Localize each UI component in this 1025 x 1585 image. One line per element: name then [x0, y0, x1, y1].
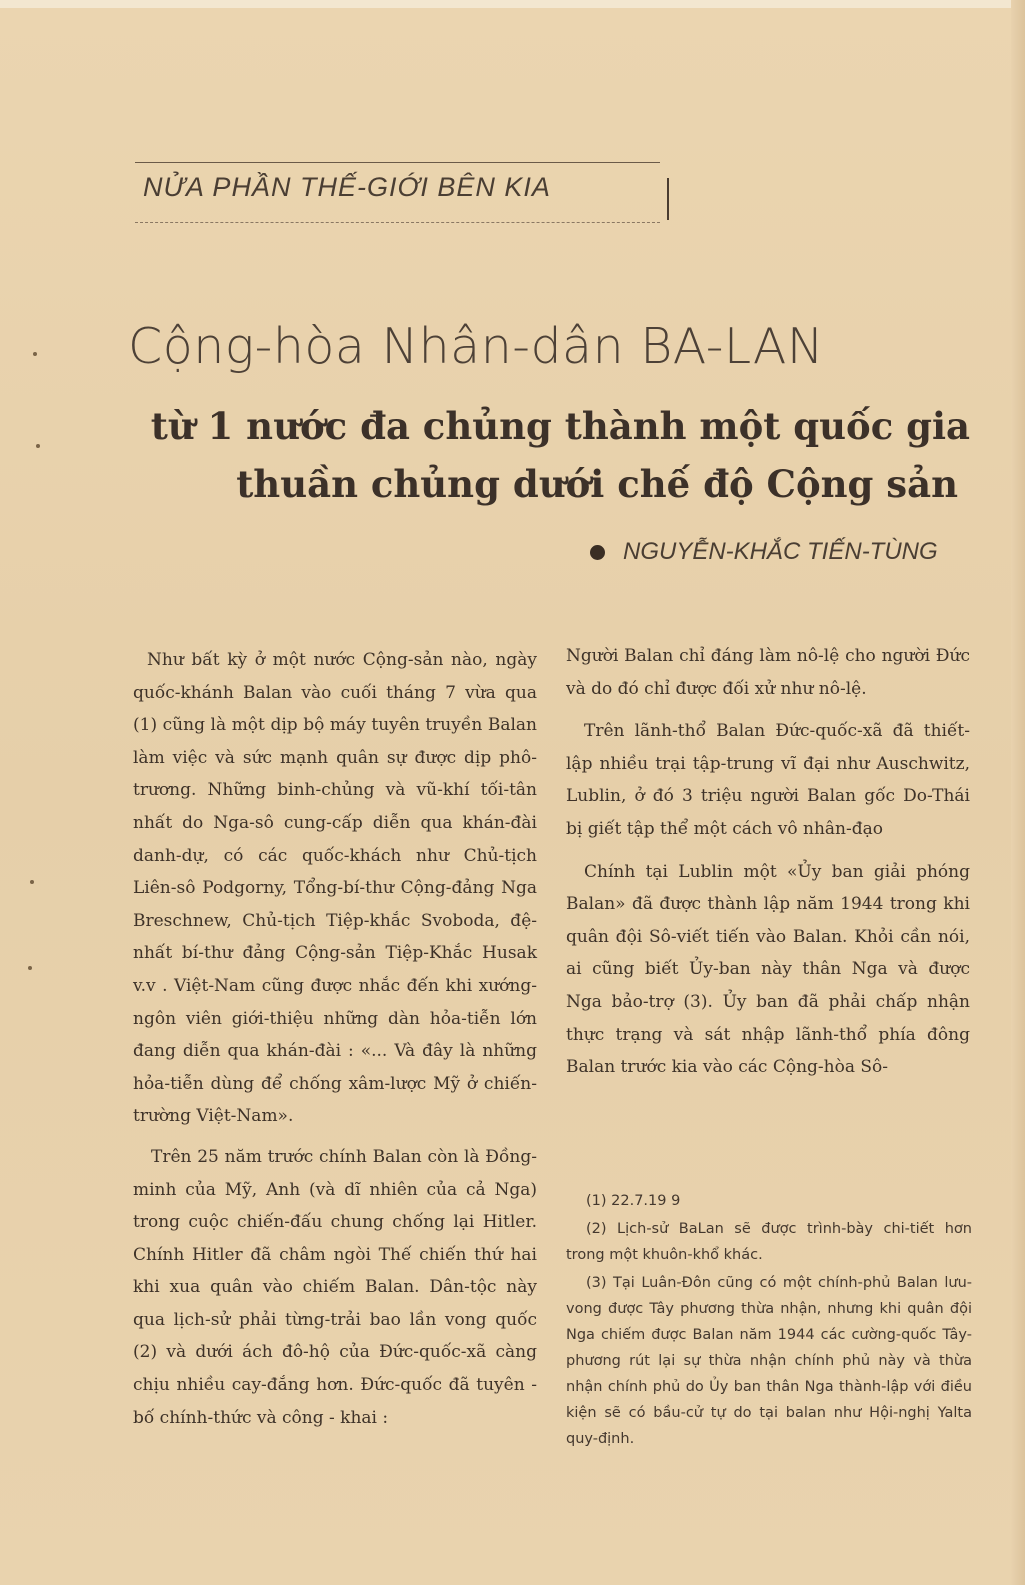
section-header-bottom-rule	[135, 222, 660, 223]
section-header: NỬA PHẦN THẾ-GIỚI BÊN KIA	[143, 172, 551, 202]
author-name: NGUYỄN-KHẮC TIẾN-TÙNG	[623, 538, 938, 565]
body-paragraph: Như bất kỳ ở một nước Cộng-sản nào, ngày quốc-khánh Balan vào cuối tháng 7 vừa qua (1) cũng là một dịp bộ máy tuyên truyền Balan làm việc và sức mạnh quân sự được dịp phô-trương. Những binh-chủng và vũ-khí tối-tân nhất do Nga-sô cung-cấp diễn qua khán-đài danh-dự, có các quốc-khách như Chủ-tịch Liên-sô Podgorny, Tổng-bí-thư Cộng-đảng Nga Breschnew, Chủ-tịch Tiệp-khắc Svoboda, đệ-nhất bí-thư đảng Cộng-sản Tiệp-Khắc Husak v.v . Việt-Nam cũng được nhắc đến khi xướng-ngôn viên giới-thiệu những dàn hỏa-tiễn lớn đang diễn qua khán-đài : «... Và đây là những hỏa-tiễn dùng để chống xâm-lược Mỹ ở chiến-trường Việt-Nam».	[133, 650, 537, 1127]
article-subtitle-line-2: thuần chủng dưới chế độ Cộng sản	[236, 462, 958, 506]
body-paragraph: Người Balan chỉ đáng làm nô-lệ cho người Đức và do đó chỉ được đối xử như nô-lệ.	[566, 646, 970, 699]
page-top-edge	[0, 0, 1025, 8]
author-byline	[590, 538, 980, 566]
article-subtitle-line-1: từ 1 nước đa chủng thành một quốc gia	[150, 404, 970, 448]
body-paragraph: Chính tại Lublin một «Ủy ban giải phóng Balan» đã được thành lập năm 1944 trong khi quân đội Sô-viết tiến vào Balan. Khỏi cần nói, ai cũng biết Ủy-ban này thân Nga và được Nga bảo-trợ (3). Ủy ban đã phải chấp nhận thực trạng và sát nhập lãnh-thổ phía đông Balan trước kia vào các Cộng-hòa Sô-	[566, 861, 970, 1078]
body-paragraph: Trên 25 năm trước chính Balan còn là Đồng-minh của Mỹ, Anh (và dĩ nhiên của cả Nga) trong cuộc chiến-đấu chung chống lại Hitler. Chính Hitler đã châm ngòi Thế chiến thứ hai khi xua quân vào chiếm Balan. Dân-tộc này qua lịch-sử phải từng-trải bao lần vong quốc (2) và dưới ách đô-hộ của Đức-quốc-xã càng chịu nhiều cay-đắng hơn. Đức-quốc đã tuyên - bố chính-thức và công - khai :	[133, 1146, 537, 1428]
paper-speck	[33, 352, 37, 356]
section-header-top-rule	[135, 162, 660, 163]
article-title: Cộng-hòa Nhân-dân BA-LAN	[128, 318, 825, 375]
body-column-right	[566, 640, 970, 1084]
paper-speck	[28, 966, 32, 970]
body-paragraph: Trên lãnh-thổ Balan Đức-quốc-xã đã thiết-lập nhiều trại tập-trung vĩ đại như Auschwitz, Lublin, ở đó 3 triệu người Balan gốc Do-Thái bị giết tập thể một cách vô nhân-đạo	[566, 721, 970, 839]
footnotes	[566, 1188, 972, 1452]
paper-speck	[36, 444, 40, 448]
footnote-3: (3) Tại Luân-Đôn cũng có một chính-phủ Balan lưu-vong được Tây phương thừa nhận, nhưng khi quân đội Nga chiếm được Balan năm 1944 các cường-quốc Tây-phương rút lại sự thừa nhận chính phủ này và thừa nhận chính phủ do Ủy ban thân Nga thành-lập với điều kiện sẽ có bầu-cử tự do tại balan như Hội-nghị Yalta quy-định.	[566, 1275, 972, 1447]
body-column-left	[133, 644, 537, 1434]
paper-speck	[30, 880, 34, 884]
page-right-edge	[1011, 0, 1025, 1585]
section-header-side-rule	[667, 178, 669, 220]
footnote-2: (2) Lịch-sử BaLan sẽ được trình-bày chi-tiết hơn trong một khuôn-khổ khác.	[566, 1221, 972, 1263]
footnote-1: (1) 22.7.19 9	[586, 1193, 681, 1209]
byline-bullet-icon	[590, 545, 605, 560]
